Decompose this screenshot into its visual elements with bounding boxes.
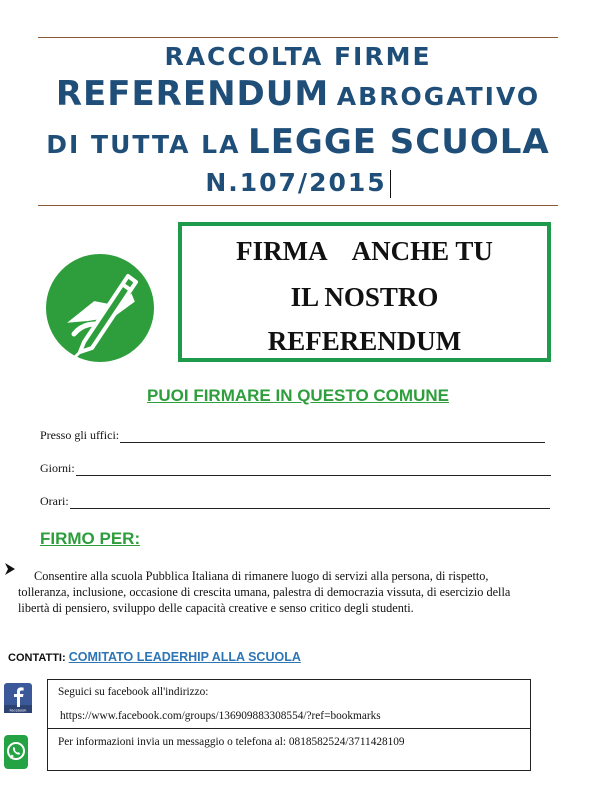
- title-line-2: [0, 74, 596, 114]
- title-di-tutta-la: DI TUTTA LA: [46, 130, 241, 159]
- callout-line-3: REFERENDUM: [267, 326, 462, 356]
- facebook-icon[interactable]: [4, 683, 32, 713]
- field-label: Giorni:: [40, 461, 75, 475]
- fill-in-line[interactable]: [76, 463, 551, 476]
- title-legge-scuola: LEGGE SCUOLA: [248, 122, 550, 162]
- title-referendum: REFERENDUM: [55, 74, 330, 114]
- title-abrogativo: ABROGATIVO: [336, 82, 541, 111]
- paragraph-line-3: libertà di pensiero, sviluppo delle capacità creative e senso critico degli studenti.: [18, 601, 414, 615]
- contacts-line: [8, 650, 301, 664]
- title-law-number: N.107/2015: [205, 168, 387, 197]
- fill-in-line[interactable]: [70, 496, 550, 509]
- callout-box: [178, 222, 551, 362]
- callout-line-2: IL NOSTRO: [290, 282, 439, 312]
- bullet-arrow-icon: [4, 562, 16, 576]
- purpose-paragraph: [18, 568, 588, 616]
- title-line-1: [0, 42, 596, 71]
- field-days[interactable]: [40, 461, 551, 476]
- bottom-rule: [38, 205, 558, 206]
- contact-box-divider: [48, 728, 530, 729]
- contact-info-box: [47, 679, 531, 771]
- title-raccolta-firme: RACCOLTA FIRME: [164, 42, 432, 71]
- whatsapp-icon[interactable]: [4, 735, 28, 769]
- firmo-per-heading: FIRMO PER:: [40, 529, 141, 548]
- whatsapp-info: Per informazioni invia un messaggio o telefona al: 0818582524/3711428109: [58, 736, 405, 748]
- paragraph-line-1: Consentire alla scuola Pubblica Italiana di rimanere luogo di servizi alla persona, di rispetto,: [34, 569, 489, 583]
- field-label: Orari:: [40, 494, 69, 508]
- facebook-url[interactable]: https://www.facebook.com/groups/136909883308554/?ref=bookmarks: [60, 710, 381, 722]
- callout-line-1: FIRMA ANCHE TU: [236, 236, 493, 266]
- field-offices[interactable]: [40, 428, 545, 443]
- facebook-caption: Seguici su facebook all'indirizzo:: [58, 686, 209, 698]
- paragraph-line-2: tolleranza, inclusione, occasione di crescita umana, palestra di democrazia vissuta, di esercizio della: [18, 585, 511, 599]
- facebook-icon-caption: Facebook: [9, 708, 27, 713]
- committee-link[interactable]: COMITATO LEADERHIP ALLA SCUOLA: [68, 650, 301, 664]
- title-line-3: [0, 122, 596, 162]
- contacts-label: CONTATTI:: [8, 652, 66, 664]
- title-line-4: [0, 168, 596, 198]
- text-cursor: [390, 170, 391, 198]
- field-label: Presso gli uffici:: [40, 428, 120, 442]
- field-hours[interactable]: [40, 494, 550, 509]
- top-rule: [38, 37, 558, 38]
- section-title: PUOI FIRMARE IN QUESTO COMUNE: [147, 386, 449, 405]
- fill-in-line[interactable]: [120, 430, 545, 443]
- signature-pen-icon: [44, 252, 156, 364]
